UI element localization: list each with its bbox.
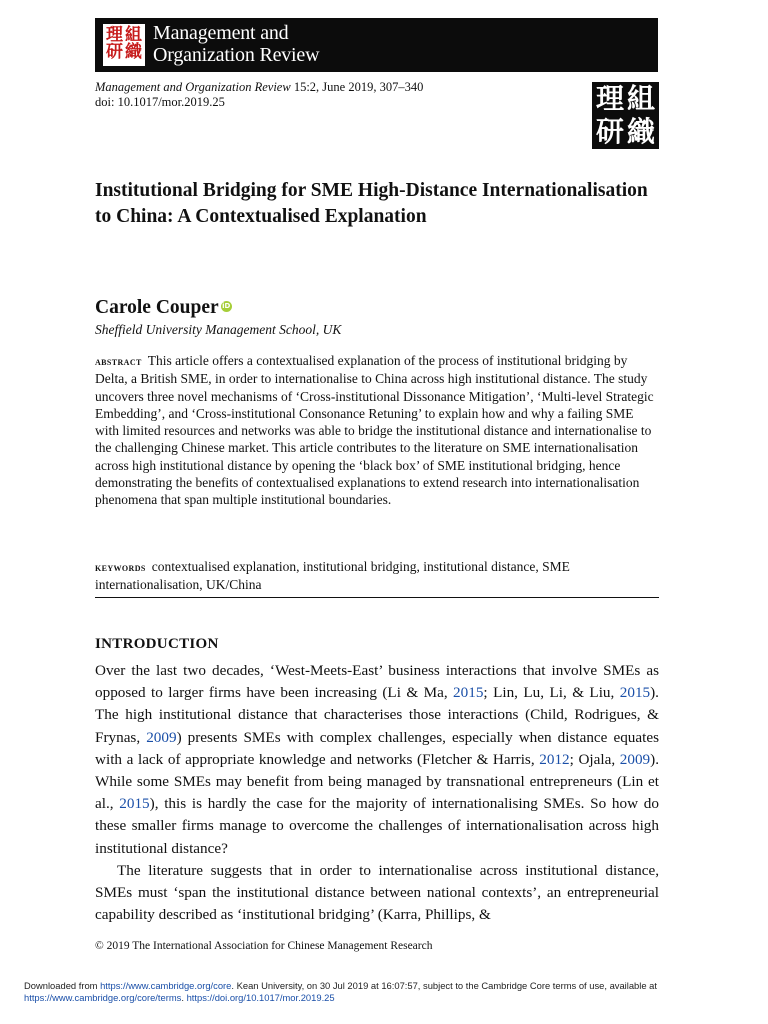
abstract-label: abstract [95, 354, 142, 368]
text-run: Over the last two decades, ‘West-Meets-East’ business interactions that involve SMEs as opposed to larger firms have been increasing (Li & Ma, [95, 662, 659, 702]
footer-text: Downloaded from [24, 980, 101, 991]
citation-journal-name: Management and Organization Review [95, 80, 291, 94]
journal-title-line2: Organization Review [153, 44, 320, 66]
reference-link[interactable]: 2015 [119, 795, 150, 813]
keywords [95, 558, 659, 594]
footer-text: . [181, 992, 187, 1003]
text-run: ; Ojala, [569, 750, 620, 768]
reference-link[interactable]: 2012 [539, 750, 570, 768]
body-text [95, 660, 659, 926]
footer-link-terms[interactable]: https://www.cambridge.org/core/terms [24, 992, 182, 1003]
abstract-text: This article offers a contextualised explanation of the process of institutional bridging by Delta, a British SME, in order to internationalise to China across high institutional distance. The study uncovers three novel mechanisms of ‘Cross-institutional Dissonance Mitigation’, ‘Multi-level Strategic Embedding’, and ‘Cross-institutional Consonance Retuning’ to explain how and why a failing SME with limited resources and networks was able to bridge the institutional distance and internationalise to the challenging Chinese market. This article contributes to the literature on SME internationalisation across high institutional distance by opening the ‘black box’ of SME institutional bridging, hence demonstrating the benefits of contextualised explanations to extend research into internationalisation phenomena that span multiple institutional boundaries. [95, 353, 654, 508]
author-line [95, 297, 232, 319]
footer-text: . Kean University, on 30 Jul 2019 at 16:07:57, subject to the Cambridge Core terms of use, available at [231, 980, 657, 991]
reference-link[interactable]: 2009 [146, 728, 177, 746]
download-footer [24, 980, 748, 1004]
article-title: Institutional Bridging for SME High-Distance Internationalisation to China: A Contextualised Explanation [95, 180, 648, 227]
reference-link[interactable]: 2009 [619, 750, 651, 768]
logo-char: 研 [106, 42, 123, 62]
logo-char: 組 [627, 82, 656, 115]
orcid-icon[interactable]: iD [222, 302, 231, 311]
footer-link-doi[interactable]: https://doi.org/10.1017/mor.2019.25 [186, 992, 335, 1003]
logo-char: 織 [627, 115, 656, 148]
text-run: ), this is hardly the case for the majority of internationalising SMEs. So how do these smaller firms manage to overcome the challenges of internationalisation across high institutional distance? [95, 795, 659, 857]
logo-char: 組 [125, 25, 142, 45]
reference-link[interactable]: 2015 [453, 684, 484, 702]
keywords-label: keywords [95, 560, 146, 574]
logo-char: 研 [596, 115, 625, 148]
text-run: ; Lin, Lu, Li, & Liu, [483, 684, 620, 702]
paragraph [95, 660, 659, 860]
section-heading: INTRODUCTION [95, 636, 219, 652]
journal-logo-large [592, 82, 659, 149]
logo-char: 理 [106, 25, 123, 45]
reference-link[interactable]: 2015 [619, 684, 651, 702]
abstract [95, 352, 659, 509]
text-run: ). While some SMEs may benefit from being managed by transnational entrepreneurs (Lin et al., [95, 750, 659, 813]
citation [95, 80, 423, 95]
logo-char: 織 [125, 42, 142, 62]
journal-logo-small [103, 24, 145, 66]
section-divider [95, 597, 659, 598]
keywords-text: contextualised explanation, institutional bridging, institutional distance, SME internationalisation, UK/China [95, 559, 570, 593]
citation-details: 15:2, June 2019, 307–340 [290, 80, 424, 94]
paragraph: The literature suggests that in order to internationalise across institutional distance, SMEs must ‘span the institutional distance between national contexts’, an entrepreneurial capability described as ‘institutional bridging’ (Karra, Phillips, & [95, 861, 659, 924]
copyright-notice: © 2019 The International Association for Chinese Management Research [95, 940, 433, 952]
logo-char: 理 [596, 82, 625, 115]
footer-link-core[interactable]: https://www.cambridge.org/core [100, 980, 232, 991]
text-run: ) presents SMEs with complex challenges, especially when distance equates with a lack of appropriate knowledge and networks (Fletcher & Harris, [95, 728, 659, 768]
journal-banner [95, 18, 658, 72]
journal-title-line1: Management and [153, 22, 289, 44]
author-affiliation: Sheffield University Management School, UK [95, 322, 342, 337]
author-name: Carole Couper [95, 297, 219, 318]
text-run: ). The high institutional distance that characterises those interactions (Child, Rodrigues, & Frynas, [95, 684, 659, 746]
citation-doi: doi: 10.1017/mor.2019.25 [95, 95, 225, 109]
